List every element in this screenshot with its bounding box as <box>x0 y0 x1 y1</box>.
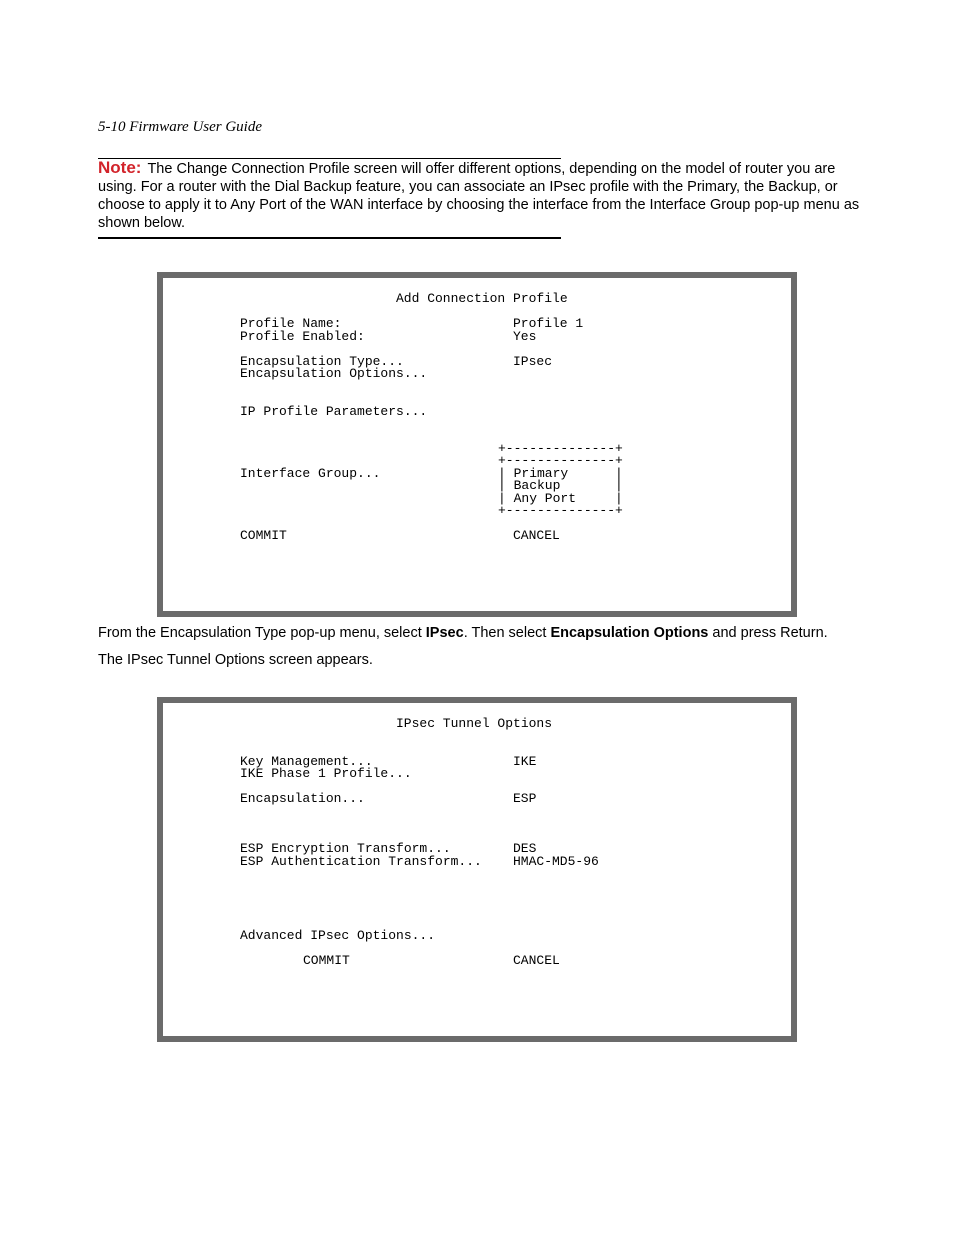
popup-option-primary[interactable]: | Primary | <box>498 466 623 481</box>
esp-encryption-value: DES <box>513 841 537 856</box>
screen-title: IPsec Tunnel Options <box>396 716 553 731</box>
encapsulation-item[interactable]: Encapsulation... <box>240 791 365 806</box>
key-management-value: IKE <box>513 754 537 769</box>
commit-button[interactable]: COMMIT <box>303 953 350 968</box>
cancel-button[interactable]: CANCEL <box>513 953 560 968</box>
page-header: 5-10 Firmware User Guide <box>98 119 263 135</box>
popup-option-any-port[interactable]: | Any Port | <box>498 491 623 506</box>
advanced-ipsec-options-item[interactable]: Advanced IPsec Options... <box>240 928 436 943</box>
profile-name-label: Profile Name: <box>240 316 342 331</box>
popup-border-top: +--------------+ <box>498 441 623 456</box>
popup-border-top-2: +--------------+ <box>498 453 623 468</box>
note-bottom-rule <box>98 237 561 239</box>
esp-authentication-transform-item[interactable]: ESP Authentication Transform... <box>240 854 482 869</box>
instruction-paragraph: From the Encapsulation Type pop-up menu, select IPsec. Then select Encapsulation Options and press Return. <box>98 625 828 641</box>
screen-appears-paragraph: The IPsec Tunnel Options screen appears. <box>98 652 373 668</box>
note-label: Note: <box>98 158 142 177</box>
commit-button[interactable]: COMMIT <box>240 528 287 543</box>
ip-profile-parameters-item[interactable]: IP Profile Parameters... <box>240 404 428 419</box>
encapsulation-value: ESP <box>513 791 537 806</box>
cancel-button[interactable]: CANCEL <box>513 528 560 543</box>
esp-authentication-value: HMAC-MD5-96 <box>513 854 599 869</box>
encapsulation-options-term: Encapsulation Options <box>550 625 709 641</box>
profile-enabled-label: Profile Enabled: <box>240 329 365 344</box>
profile-enabled-value[interactable]: Yes <box>513 329 537 344</box>
ipsec-term: IPsec <box>425 625 464 641</box>
add-connection-profile-screen <box>157 272 797 617</box>
profile-name-value[interactable]: Profile 1 <box>513 316 584 331</box>
encapsulation-type-item[interactable]: Encapsulation Type... <box>240 354 404 369</box>
popup-border-bottom: +--------------+ <box>498 503 623 518</box>
encapsulation-type-value: IPsec <box>513 354 553 369</box>
note-box <box>98 159 868 232</box>
screen-title: Add Connection Profile <box>396 291 568 306</box>
interface-group-item[interactable]: Interface Group... <box>240 466 381 481</box>
esp-encryption-transform-item[interactable]: ESP Encryption Transform... <box>240 841 451 856</box>
ipsec-tunnel-options-screen <box>157 697 797 1042</box>
encapsulation-options-item[interactable]: Encapsulation Options... <box>240 366 428 381</box>
ike-phase1-profile-item[interactable]: IKE Phase 1 Profile... <box>240 766 412 781</box>
note-text: The Change Connection Profile screen will offer different options, depending on the model of router you are using. For a router with the Dial Backup feature, you can associate an IPsec profile with the Primary, the Backup, or choose to apply it to Any Port of the WAN interface by choosing the interface from the Interface Group pop-up menu as shown below. <box>98 161 860 231</box>
key-management-item[interactable]: Key Management... <box>240 754 373 769</box>
popup-option-backup[interactable]: | Backup | <box>498 478 623 493</box>
